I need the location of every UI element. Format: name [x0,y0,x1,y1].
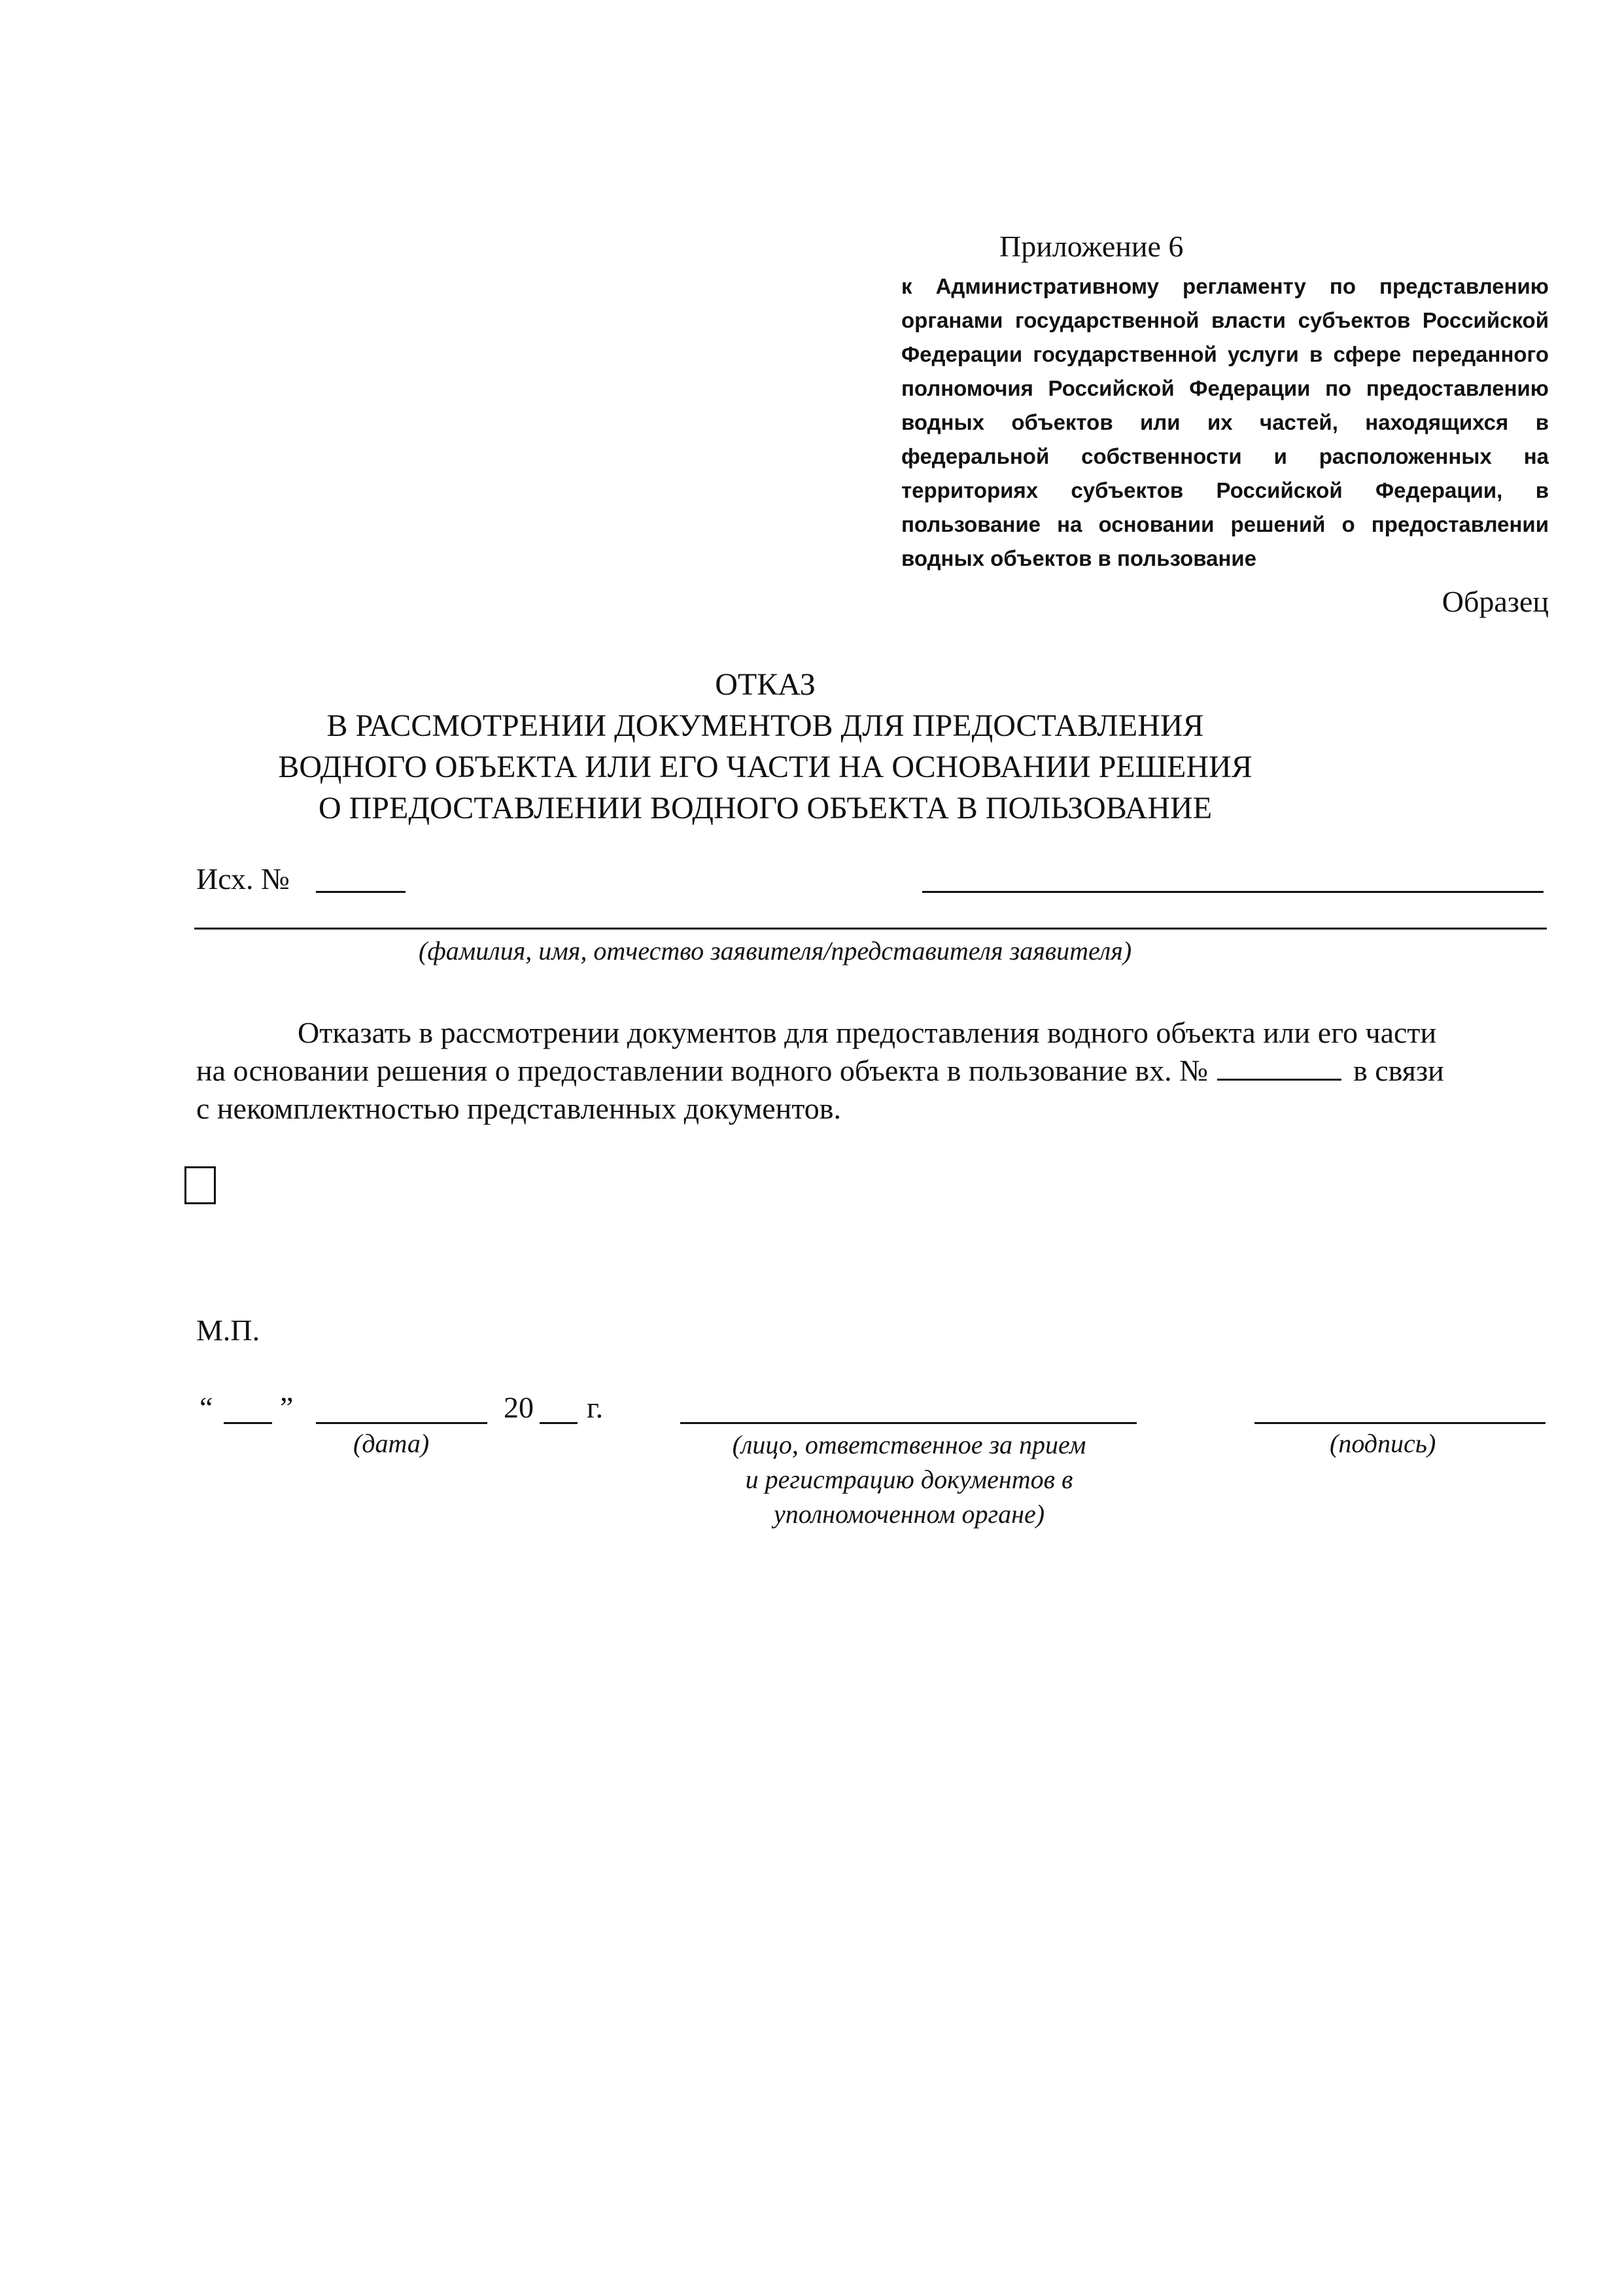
year-suffix: г. [587,1391,604,1424]
date-quote-close: ” [280,1391,294,1424]
year-field[interactable] [540,1422,578,1424]
body-line-2 [196,1052,1547,1090]
document-subtitle-line-2: ВОДНОГО ОБЪЕКТА ИЛИ ЕГО ЧАСТИ НА ОСНОВАНИИ РЕШЕНИЯ [278,750,1253,784]
body-line-2-start: на основании решения о предоставлении водного объекта в пользование вх. № [196,1054,1209,1087]
refusal-body-text [196,1014,1547,1128]
responsible-person-field[interactable] [680,1422,1137,1424]
document-title: ОТКАЗ [715,667,816,702]
appendix-title: Приложение 6 [999,230,1184,263]
outgoing-number-label: Исх. № [196,862,290,896]
document-subtitle-line-3: О ПРЕДОСТАВЛЕНИИ ВОДНОГО ОБЪЕКТА В ПОЛЬЗОВАНИЕ [318,791,1213,826]
applicant-caption: (фамилия, имя, отчество заявителя/представителя заявителя) [419,936,1132,965]
body-line-3: с некомплектностью представленных документов. [196,1092,841,1125]
document-subtitle-line-1: В РАССМОТРЕНИИ ДОКУМЕНТОВ ДЛЯ ПРЕДОСТАВЛЕНИЯ [326,708,1204,743]
signature-field[interactable] [1254,1422,1546,1424]
applicant-address-field[interactable] [922,891,1544,893]
responsible-caption-line-1: (лицо, ответственное за прием [732,1430,1086,1459]
outgoing-number-field[interactable] [316,891,406,893]
responsible-caption-line-2: и регистрацию документов в [745,1465,1073,1494]
responsible-caption-line-3: уполномоченном органе) [773,1499,1045,1529]
year-prefix: 20 [504,1391,534,1424]
day-field[interactable] [224,1422,272,1424]
signature-caption: (подпись) [1330,1429,1436,1458]
body-line-2-end: в связи [1353,1054,1444,1087]
month-field[interactable] [316,1422,487,1424]
date-quote-open: “ [199,1391,213,1424]
stamp-label: М.П. [196,1313,260,1347]
appendix-reference-text: к Административному регламенту по представлению органами государственной власти субъектов Российской Федерации государственной услуги в сфере переданного полномочия Российской Федерации по предоставлению водных объектов или их частей, находящихся в федеральной собственности и расположенных на территориях субъектов Российской Федерации, в пользование на основании решений о предоставлении водных объектов в пользование [901,274,1549,570]
body-line-1: Отказать в рассмотрении документов для предоставления водного объекта или его части [298,1016,1437,1049]
applicant-name-field[interactable] [194,928,1547,930]
incoming-number-field[interactable] [1217,1054,1341,1081]
date-caption: (дата) [353,1429,430,1458]
sample-label: Образец [1442,585,1549,618]
reason-checkbox[interactable] [184,1166,216,1204]
